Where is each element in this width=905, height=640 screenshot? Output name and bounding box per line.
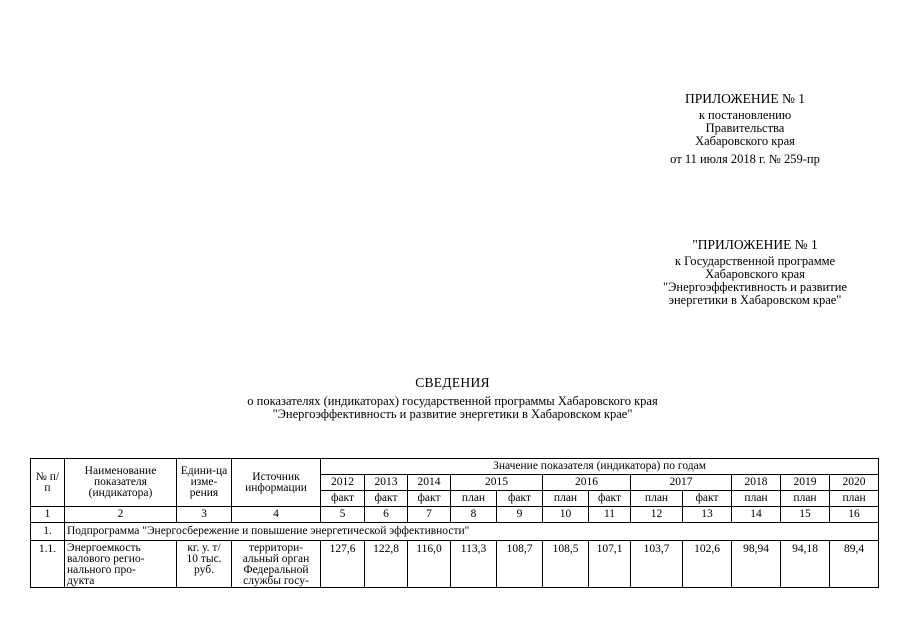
value-cell: 103,7	[631, 541, 683, 588]
indicators-table	[30, 458, 879, 588]
appendix-2-block	[620, 238, 890, 307]
year-cell: 2017	[631, 475, 732, 491]
year-cell: 2012	[321, 475, 365, 491]
kind-cell: факт	[683, 491, 732, 507]
kind-cell: план	[451, 491, 497, 507]
kind-cell: план	[732, 491, 781, 507]
row-unit-line: 10 тыс.	[186, 553, 222, 565]
year-cell: 2014	[408, 475, 451, 491]
kind-cell: факт	[589, 491, 631, 507]
row-name-line: Энергоемкость	[67, 542, 141, 554]
section-title: Подпрограмма "Энергосбережение и повышение энергетической эффективности"	[65, 523, 879, 541]
value-cell: 102,6	[683, 541, 732, 588]
column-number: 3	[177, 507, 232, 523]
appendix-1-line: Хабаровского края	[695, 134, 795, 148]
table-header-row	[31, 459, 879, 475]
kind-cell: план	[631, 491, 683, 507]
kind-cell: план	[830, 491, 879, 507]
value-cell: 94,18	[781, 541, 830, 588]
row-number: 1.1.	[31, 541, 65, 588]
appendix-2-title: "ПРИЛОЖЕНИЕ № 1	[692, 237, 818, 252]
table-row	[31, 541, 879, 588]
kind-cell: факт	[408, 491, 451, 507]
column-number: 14	[732, 507, 781, 523]
column-number: 7	[408, 507, 451, 523]
document-subtitle: о показателях (индикаторах) государственной программы Хабаровского края	[247, 394, 658, 408]
value-cell: 108,7	[497, 541, 543, 588]
column-number: 16	[830, 507, 879, 523]
column-number: 15	[781, 507, 830, 523]
section-number: 1.	[31, 523, 65, 541]
table-section-row	[31, 523, 879, 541]
row-unit-line: кг. у. т/	[187, 542, 221, 554]
row-source-line: территори-	[248, 542, 304, 554]
row-unit	[177, 541, 232, 588]
column-number: 11	[589, 507, 631, 523]
year-cell: 2013	[365, 475, 408, 491]
appendix-2-line: энергетики в Хабаровском крае"	[668, 293, 842, 307]
kind-cell: факт	[321, 491, 365, 507]
appendix-2-line: "Энергоэффективность и развитие	[663, 280, 847, 294]
row-source-line: службы госу-	[243, 575, 309, 587]
column-number: 4	[232, 507, 321, 523]
table-column-numbers-row	[31, 507, 879, 523]
header-unit: Едини-ца изме-рения	[177, 459, 232, 507]
column-number: 10	[543, 507, 589, 523]
kind-cell: план	[543, 491, 589, 507]
year-cell: 2020	[830, 475, 879, 491]
value-cell: 116,0	[408, 541, 451, 588]
document-title: СВЕДЕНИЯ	[415, 375, 490, 390]
header-indicator-name: Наименование показателя (индикатора)	[65, 459, 177, 507]
column-number: 5	[321, 507, 365, 523]
appendix-1-block	[640, 92, 850, 166]
year-cell: 2019	[781, 475, 830, 491]
kind-cell: факт	[365, 491, 408, 507]
document-subtitle: "Энергоэффективность и развитие энергетики в Хабаровском крае"	[272, 407, 633, 421]
column-number: 8	[451, 507, 497, 523]
appendix-1-date: от 11 июля 2018 г. № 259-пр	[670, 152, 820, 166]
row-source-line: Федеральной	[243, 564, 309, 576]
appendix-2-line: Хабаровского края	[705, 267, 805, 281]
kind-cell: факт	[497, 491, 543, 507]
value-cell: 108,5	[543, 541, 589, 588]
value-cell: 122,8	[365, 541, 408, 588]
column-number: 2	[65, 507, 177, 523]
value-cell: 89,4	[830, 541, 879, 588]
column-number: 1	[31, 507, 65, 523]
column-number: 9	[497, 507, 543, 523]
row-name-line: валового регио-	[67, 553, 145, 565]
value-cell: 113,3	[451, 541, 497, 588]
row-indicator-name	[65, 541, 177, 588]
year-cell: 2015	[451, 475, 543, 491]
column-number: 13	[683, 507, 732, 523]
appendix-1-title: ПРИЛОЖЕНИЕ № 1	[684, 91, 806, 106]
kind-cell: план	[781, 491, 830, 507]
value-cell: 127,6	[321, 541, 365, 588]
row-name-line: дукта	[67, 575, 95, 587]
row-unit-line: руб.	[194, 564, 214, 576]
year-cell: 2018	[732, 475, 781, 491]
appendix-1-line: Правительства	[705, 121, 785, 135]
header-values-by-year: Значение показателя (индикатора) по годам	[321, 459, 879, 475]
value-cell: 107,1	[589, 541, 631, 588]
document-title-block	[180, 376, 725, 421]
column-number: 6	[365, 507, 408, 523]
row-name-line: нального про-	[67, 564, 136, 576]
header-number: № п/п	[31, 459, 65, 507]
year-cell: 2016	[543, 475, 631, 491]
row-source-line: альный орган	[242, 553, 310, 565]
value-cell: 98,94	[732, 541, 781, 588]
column-number: 12	[631, 507, 683, 523]
appendix-1-line: к постановлению	[698, 108, 792, 122]
appendix-2-line: к Государственной программе	[674, 254, 836, 268]
row-source	[232, 541, 321, 588]
header-source: Источник информации	[232, 459, 321, 507]
